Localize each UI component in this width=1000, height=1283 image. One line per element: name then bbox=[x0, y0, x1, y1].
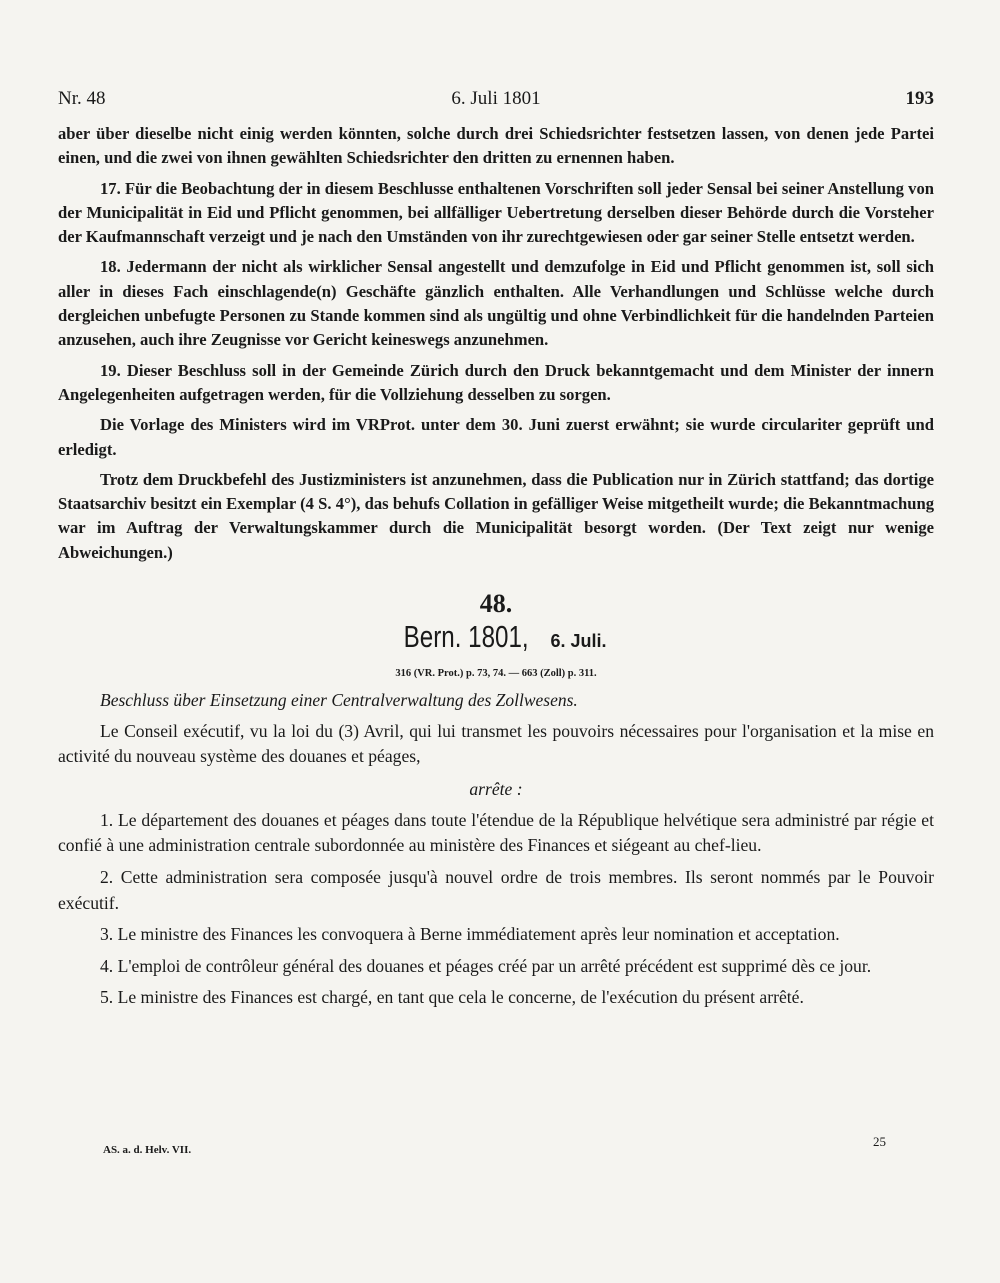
header-date: 6. Juli 1801 bbox=[451, 88, 541, 109]
paragraph: aber über dieselbe nicht einig werden könnten, solche durch drei Schiedsrichter festsetzen lassen, von denen jede Partei einen, und die zwei von ihnen gewählten Schiedsrichter den dritten zu ernennen haben. bbox=[58, 124, 934, 168]
page-body bbox=[58, 122, 934, 1017]
section-date: 6. Juli. bbox=[550, 631, 607, 652]
paragraph: 19. Dieser Beschluss soll in der Gemeinde Zürich durch den Druck bekanntgemacht und dem Minister der innern Angelegenheiten aufgetragen werden, für die Vollziehung desselben zu sorgen. bbox=[58, 360, 934, 404]
paragraph: Trotz dem Druckbefehl des Justizministers ist anzunehmen, dass die Publication nur in Zürich stattfand; das dortige Staatsarchiv besitzt ein Exemplar (4 S. 4°), das behufs Collation in gefälliger Weise mitgetheilt wurde; die Bekanntmachung war im Auftrag der Verwaltungskammer durch die Municipalität besorgt worden. (Der Text zeigt nur wenige Abweichungen.) bbox=[58, 469, 934, 562]
document-number: Nr. 48 bbox=[58, 88, 106, 109]
section-reference: 316 (VR. Prot.) p. 73, 74. — 663 (Zoll) p. 311. bbox=[395, 668, 597, 680]
article: 3. Le ministre des Finances les convoquera à Berne immédiatement après leur nomination et acceptation. bbox=[100, 924, 840, 945]
page-number: 193 bbox=[905, 88, 934, 109]
signature-mark: 25 bbox=[873, 1134, 886, 1149]
section-place: Bern. 1801, bbox=[403, 619, 529, 655]
source-note: AS. a. d. Helv. VII. bbox=[103, 1144, 192, 1156]
section-number: 48. bbox=[479, 589, 513, 619]
section-place-date bbox=[58, 619, 934, 655]
article: 4. L'emploi de contrôleur général des douanes et péages créé par un arrêté précédent est supprimé dès ce jour. bbox=[100, 955, 872, 976]
article: 5. Le ministre des Finances est chargé, en tant que cela le concerne, de l'exécution du présent arrêté. bbox=[100, 987, 804, 1008]
paragraph: 18. Jedermann der nicht als wirklicher Sensal angestellt und demzufolge in Eid und Pflicht genommen ist, soll sich aller in dieses Fach einschlagende(n) Geschäfte gänzlich enthalten. Alle Verhandlungen und Schlüsse welche durch dergleichen unbefugte Personen zu Stande kommen sind als ungültig und ohne Verbindlichkeit für die handelnden Parteien anzusehen, auch ihre Zeugnisse vor Gericht keineswegs anzunehmen. bbox=[58, 257, 934, 350]
paragraph: Le Conseil exécutif, vu la loi du (3) Avril, qui lui transmet les pouvoirs nécessaires pour l'organisation et la mise en activité du nouveau système des douanes et péages, bbox=[58, 720, 934, 767]
paragraph: Die Vorlage des Ministers wird im VRProt. unter dem 30. Juni zuerst erwähnt; sie wurde circulariter geprüft und erledigt. bbox=[58, 415, 934, 459]
french-text bbox=[58, 719, 934, 1011]
article: 2. Cette administration sera composée jusqu'à nouvel ordre de trois membres. Ils seront nommés par le Pouvoir exécutif. bbox=[58, 867, 934, 913]
section-title: Beschluss über Einsetzung einer Centralverwaltung des Zollwesens. bbox=[100, 690, 578, 711]
article: 1. Le département des douanes et péages dans toute l'étendue de la République helvétique sera administré par régie et confié à une administration centrale subordonnée au ministère des Finances et siégeant au chef-lieu. bbox=[58, 809, 934, 856]
paragraph: 17. Für die Beobachtung der in diesem Beschlusse enthaltenen Vorschriften soll jeder Sensal bei seiner Anstellung von der Municipalität in Eid und Pflicht genommen, bei allfälliger Uebertretung derselben dieser Behörde durch die Vorsteher der Kaufmannschaft verzeigt und je nach den Umständen von ihr zurechtgewiesen oder gar seiner Stelle entsetzt werden. bbox=[58, 178, 934, 247]
page-header bbox=[58, 88, 934, 114]
arrete-heading: arrête : bbox=[469, 778, 523, 799]
page-footer bbox=[58, 1134, 934, 1168]
